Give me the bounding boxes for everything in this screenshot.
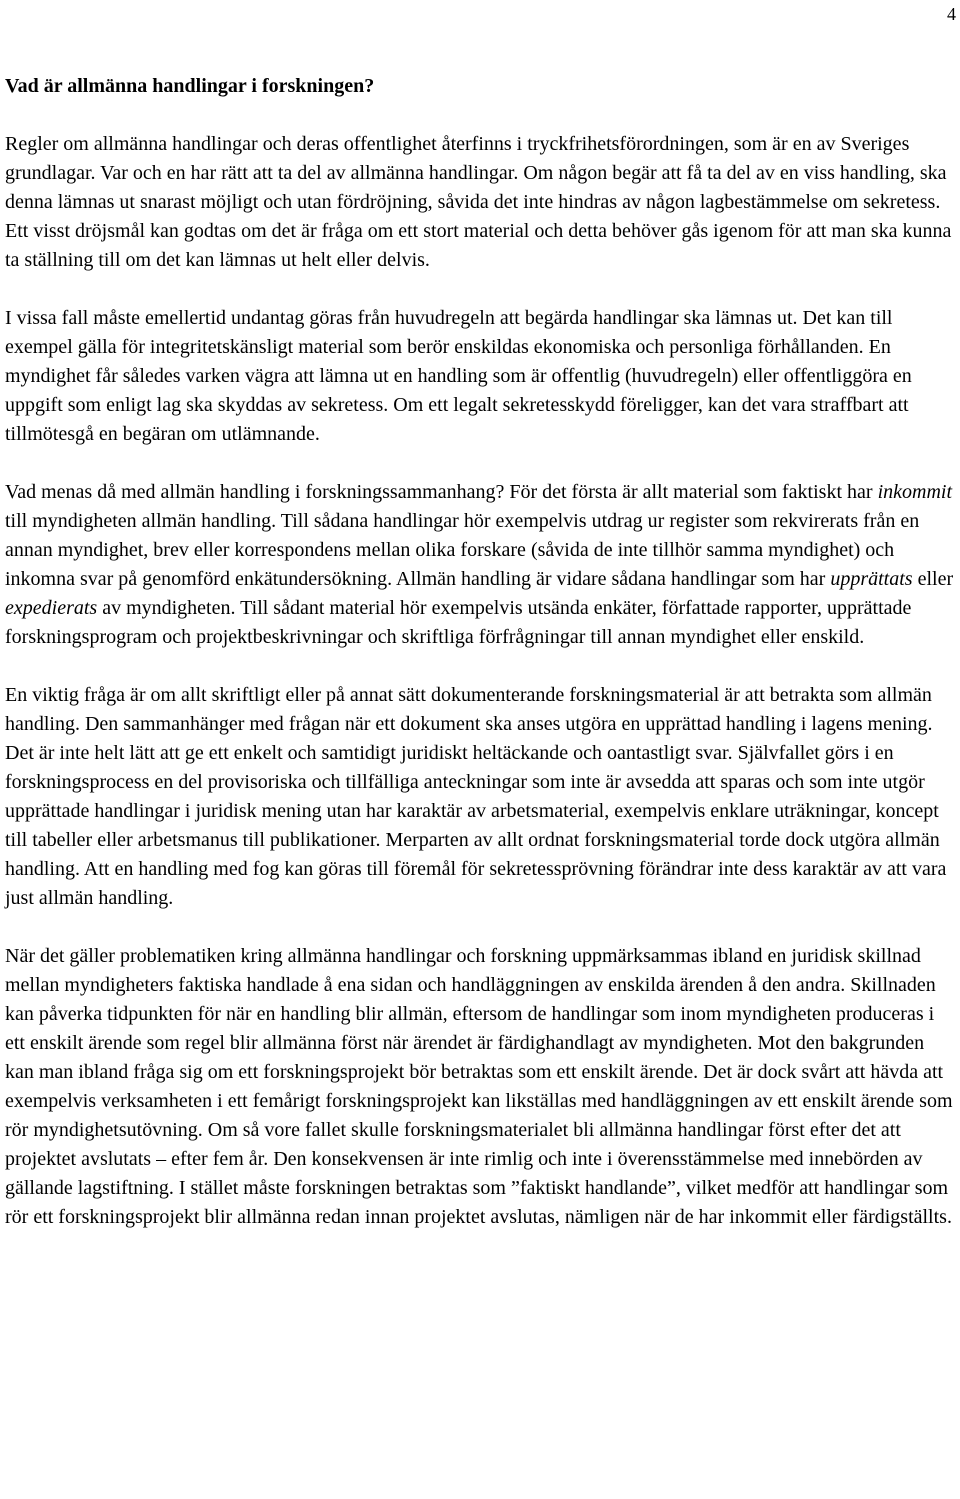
paragraph-3-text-a: Vad menas då med allmän handling i forskningssammanhang? För det första är allt material som faktiskt har — [5, 481, 878, 503]
section-heading: Vad är allmänna handlingar i forskningen? — [5, 75, 375, 97]
paragraph-3-text-c: eller — [912, 568, 954, 590]
paragraph-2: I vissa fall måste emellertid undantag göras från huvudregeln att begärda handlingar ska lämnas ut. Det kan till exempel gälla för integritetskänsligt material som berör enskildas ekonomiska och personliga förhållanden. En myndighet får således varken vägra att lämna ut en handling som är offentlig (huvudregeln) eller offentliggöra en uppgift som enligt lag ska skyddas av sekretess. Om ett legalt sekretesskydd föreligger, kan det vara straffbart att tillmötesgå en begäran om utlämnande. — [5, 307, 912, 445]
emphasis-upprattats: upprättats — [830, 568, 913, 590]
emphasis-inkommit: inkommit — [877, 481, 952, 503]
paragraph-4: En viktig fråga är om allt skriftligt eller på annat sätt dokumenterande forskningsmaterial är att betrakta som allmän handling. Den sammanhänger med frågan när ett dokument ska anses utgöra en upprättad handling i lagens mening. Det är inte helt lätt att ge ett enkelt och samtidigt juridiskt heltäckande och oantastligt svar. Självfallet görs i en forskningsprocess en del provisoriska och tillfälliga anteckningar som inte är avsedda att sparas och som inte utgör upprättade handlingar i juridisk mening utan har karaktär av arbetsmaterial, exempelvis enklare uträkningar, koncept till tabeller eller arbetsmanus till publikationer. Merparten av allt ordnat forskningsmaterial torde dock utgöra allmän handling. Att en handling med fog kan göras till föremål för sekretessprövning förändrar inte dess karaktär av att vara just allmän handling. — [5, 684, 947, 909]
paragraph-5: När det gäller problematiken kring allmänna handlingar och forskning uppmärksammas ibland en juridisk skillnad mellan myndigheters faktiska handlade å ena sidan och handläggningen av enskilda ärenden å den andra. Skillnaden kan påverka tidpunkten för när en handling blir allmän, eftersom de handlingar som inom myndigheten produceras i ett enskilt ärende som regel blir allmänna först när ärendet är färdighandlagt av myndigheten. Mot den bakgrunden kan man ibland fråga sig om ett forskningsprojekt bör betraktas som ett enskilt ärende. Det är dock svårt att hävda att exempelvis verksamheten i ett femårigt forskningsprojekt kan likställas med handläggningen av ett enskilt ärende som rör myndighetsutövning. Om så vore fallet skulle forskningsmaterialet bli allmänna handlingar först efter det att projektet avslutats – efter fem år. Den konsekvensen är inte rimlig och inte i överensstämmelse med innebörden av gällande lagstiftning. I stället måste forskningen betraktas som ”faktiskt handlande”, vilket medför att handlingar som rör ett forskningsprojekt blir allmänna redan innan projektet avslutas, nämligen när de har inkommit eller färdigställts. — [5, 945, 953, 1228]
page-number: 4 — [947, 4, 956, 24]
paragraph-3 — [5, 478, 957, 652]
paragraph-3-text-b: till myndigheten allmän handling. Till sådana handlingar hör exempelvis utdrag ur register som rekvirerats från en annan myndighet, brev eller korrespondens mellan olika forskare (såvida de inte tillhör samma myndighet) och inkomna svar på genomförd enkätundersökning. Allmän handling är vidare sådana handlingar som har — [5, 510, 920, 590]
document-page — [5, 72, 957, 1232]
paragraph-1: Regler om allmänna handlingar och deras offentlighet återfinns i tryckfrihetsförordningen, som är en av Sveriges grundlagar. Var och en har rätt att ta del av allmänna handlingar. Om någon begär att få ta del av en viss handling, ska denna lämnas ut snarast möjligt och utan fördröjning, såvida det inte hindras av någon lagbestämmelse om sekretess. Ett visst dröjsmål kan godtas om det är fråga om ett stort material och detta behöver gås igenom för att man ska kunna ta ställning till om det kan lämnas ut helt eller delvis. — [5, 133, 952, 271]
emphasis-expedierats: expedierats — [5, 597, 98, 619]
paragraph-3-text-d: av myndigheten. Till sådant material hör exempelvis utsända enkäter, författade rapporter, upprättade forskningsprogram och projektbeskrivningar och skriftliga förfrågningar till annan myndighet eller enskild. — [5, 597, 912, 648]
